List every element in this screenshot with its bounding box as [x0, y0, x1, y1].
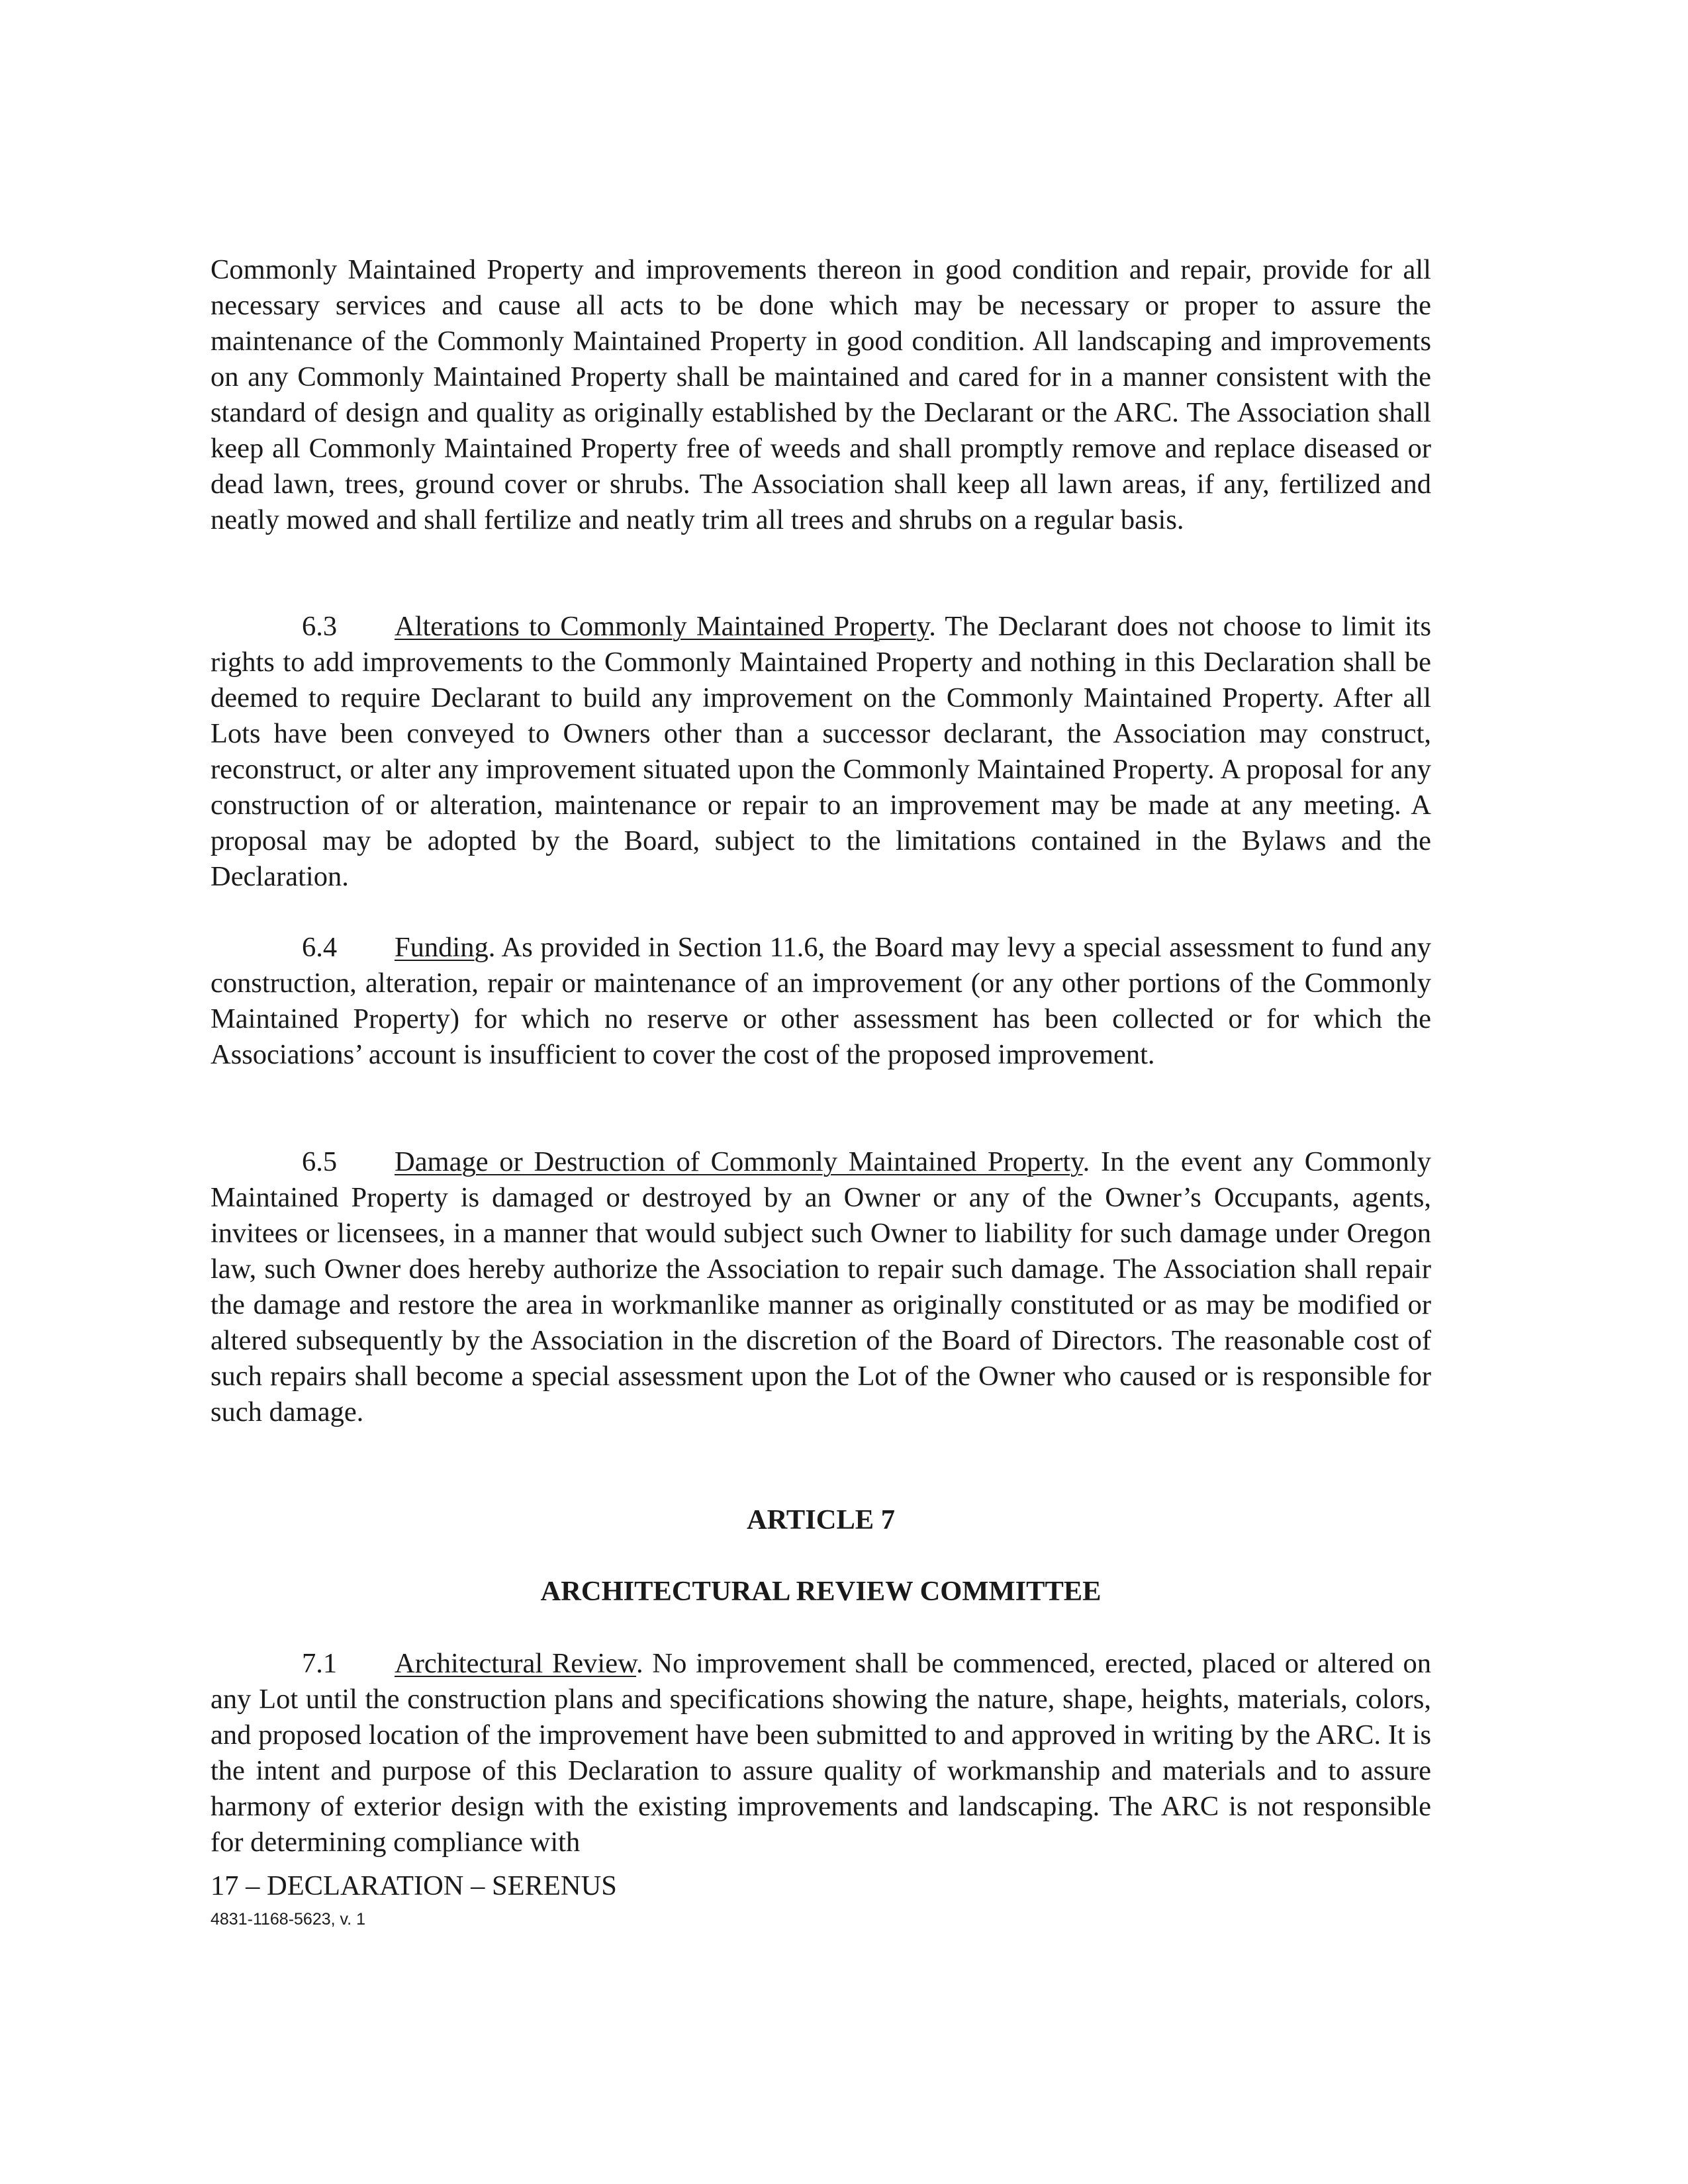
continuation-paragraph: Commonly Maintained Property and improvements thereon in good condition and repair, provide for all necessary services and cause all acts to be done which may be necessary or proper to assure the maintenance of the Commonly Maintained Property in good condition. All landscaping and improvements on any Commonly Maintained Property shall be maintained and cared for in a manner consistent with the standard of design and quality as originally established by the Declarant or the ARC. The Association shall keep all Commonly Maintained Property free of weeds and shall promptly remove and replace diseased or dead lawn, trees, ground cover or shrubs. The Association shall keep all lawn areas, if any, fertilized and neatly mowed and shall fertilize and neatly trim all trees and shrubs on a regular basis.: [211, 254, 1431, 535]
section-text: . No improvement shall be commenced, erected, placed or altered on any Lot until the construction plans and specifications showing the nature, shape, heights, materials, colors, and proposed location of the improvement have been submitted to and approved in writing by the ARC. It is the intent and purpose of this Declaration to assure quality of workmanship and materials and to assure harmony of exterior design with the existing improvements and landscaping. The ARC is not responsible for determining compliance with: [211, 1648, 1431, 1858]
section-heading: Alterations to Commonly Maintained Property: [395, 611, 929, 642]
section-number: 6.4: [302, 932, 338, 963]
section-number: 6.5: [302, 1146, 338, 1177]
article-subtitle: ARCHITECTURAL REVIEW COMMITTEE: [540, 1576, 1102, 1607]
footer-document-id: 4831-1168-5623, v. 1: [211, 1910, 365, 1929]
section-text: . The Declarant does not choose to limit its rights to add improvements to the Commonly Maintained Property and nothing in this Declaration shall be deemed to require Declarant to build any improvement on the Commonly Maintained Property. After all Lots have been conveyed to Owners other than a successor declarant, the Association may construct, reconstruct, or alter any improvement situated upon the Commonly Maintained Property. A proposal for any construction of or alteration, maintenance or repair to an improvement may be made at any meeting. A proposal may be adopted by the Board, subject to the limitations contained in the Bylaws and the Declaration.: [211, 611, 1431, 892]
section-6-5: [211, 1144, 1431, 1430]
section-number: 6.3: [302, 611, 338, 642]
section-heading: Architectural Review: [395, 1648, 637, 1679]
section-text: . In the event any Commonly Maintained Property is damaged or destroyed by an Owner or any of the Owner’s Occupants, agents, invitees or licensees, in a manner that would subject such Owner to liability for such damage under Oregon law, such Owner does hereby authorize the Association to repair such damage. The Association shall repair the damage and restore the area in workmanlike manner as originally constituted or as may be modified or altered subsequently by the Association in the discretion of the Board of Directors. The reasonable cost of such repairs shall become a special assessment upon the Lot of the Owner who caused or is responsible for such damage.: [211, 1146, 1432, 1428]
section-6-4: [211, 930, 1431, 1073]
section-7-1: [211, 1646, 1431, 1860]
section-heading: Damage or Destruction of Commonly Maintained Property: [395, 1146, 1083, 1177]
section-text: . As provided in Section 11.6, the Board may levy a special assessment to fund any construction, alteration, repair or maintenance of an improvement (or any other portions of the Commonly Maintained Property) for which no reserve or other assessment has been collected or for which the Associations’ account is insufficient to cover the cost of the proposed improvement.: [211, 932, 1431, 1070]
article-title: ARTICLE 7: [746, 1504, 896, 1535]
footer-page-title: 17 – DECLARATION – SERENUS: [211, 1870, 617, 1901]
section-6-3: [211, 609, 1431, 895]
section-heading: Funding: [395, 932, 489, 963]
section-number: 7.1: [302, 1648, 338, 1679]
